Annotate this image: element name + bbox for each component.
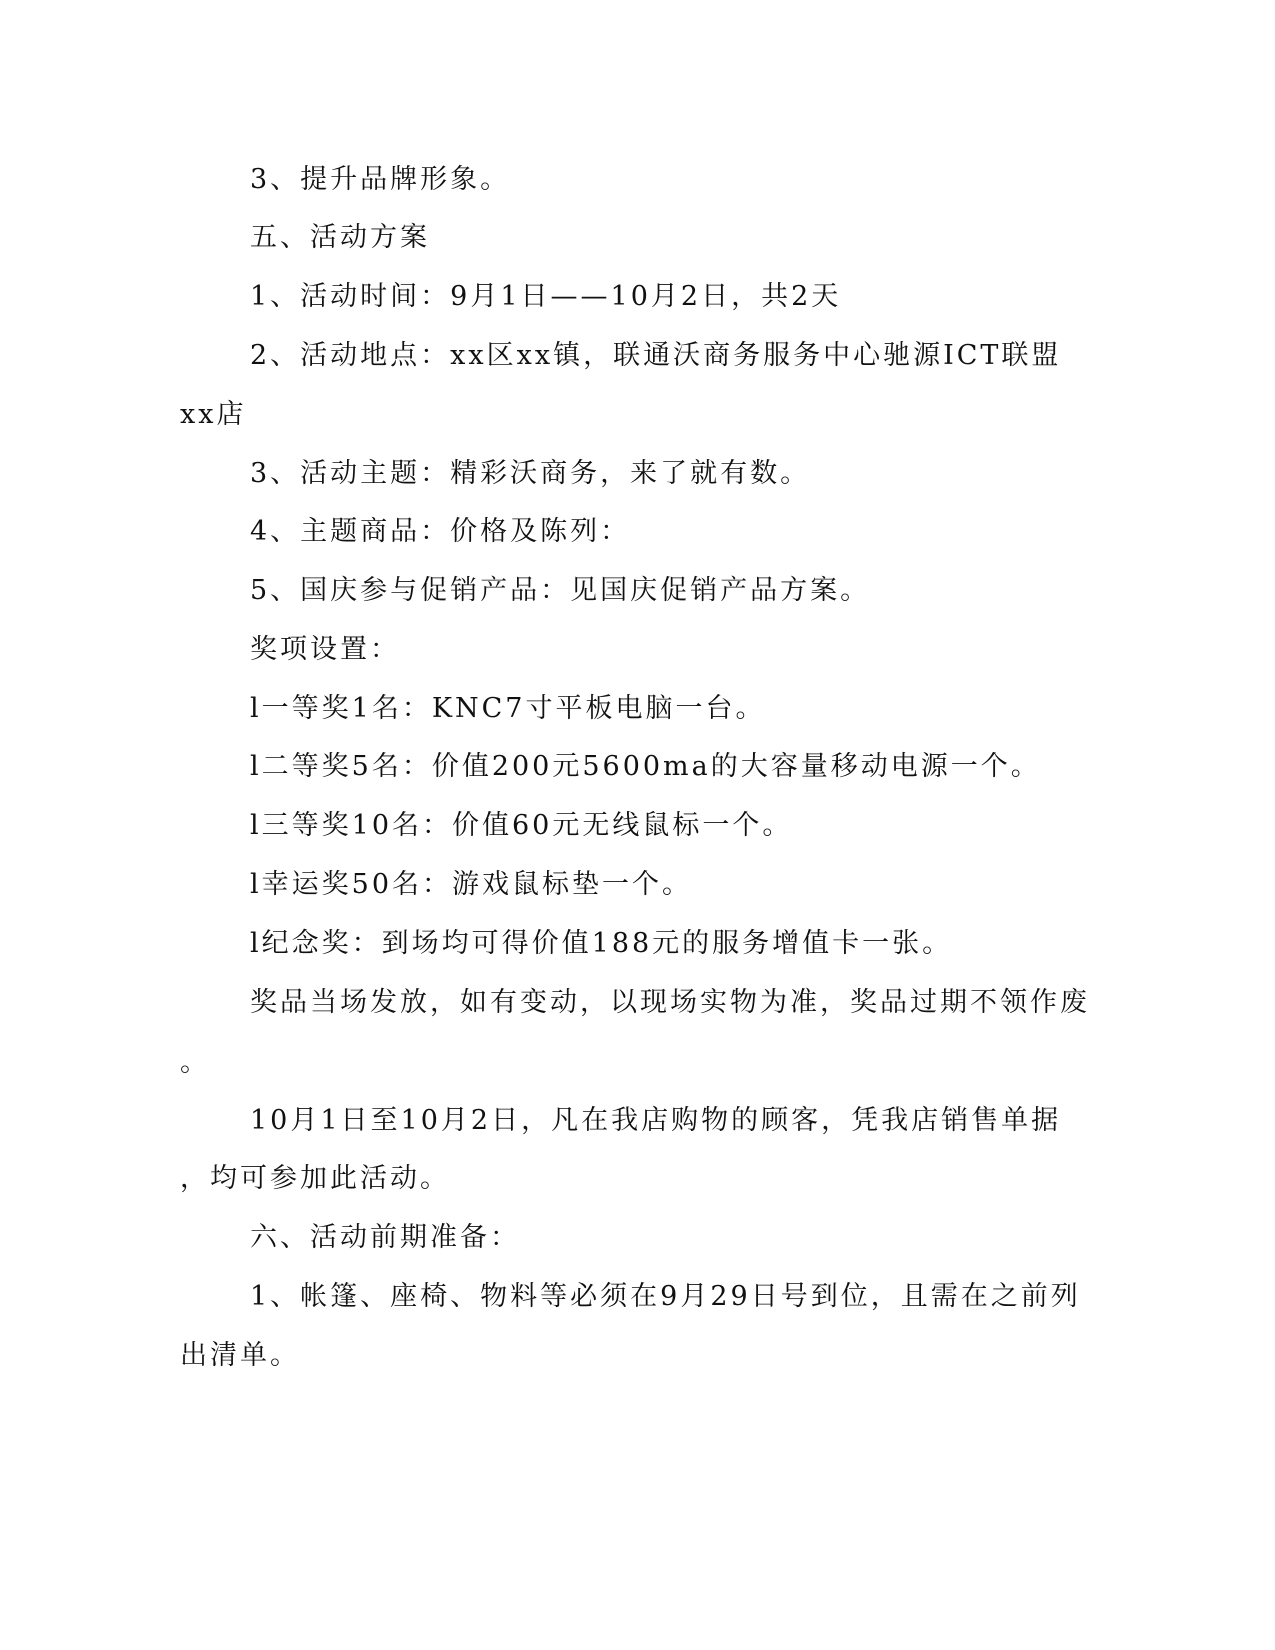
prize-item: l幸运奖50名：游戏鼠标垫一个。	[250, 869, 692, 900]
text-line: 2、活动地点：xx区xx镇，联通沃商务服务中心驰源ICT联盟	[250, 340, 1062, 371]
prize-item: l二等奖5名：价值200元5600ma的大容量移动电源一个。	[250, 751, 1041, 782]
text-line: 3、提升品牌形象。	[250, 164, 511, 195]
section-heading: 五、活动方案	[250, 222, 430, 253]
prize-item: l纪念奖：到场均可得价值188元的服务增值卡一张。	[250, 928, 953, 959]
text-line: xx店	[180, 399, 247, 430]
text-line: 奖项设置：	[250, 634, 400, 665]
section-heading: 六、活动前期准备：	[250, 1222, 520, 1253]
text-line: 4、主题商品：价格及陈列：	[250, 516, 631, 547]
text-line: 1、帐篷、座椅、物料等必须在9月29日号到位，且需在之前列	[250, 1281, 1081, 1312]
prize-item: l三等奖10名：价值60元无线鼠标一个。	[250, 810, 793, 841]
text-line: 10月1日至10月2日，凡在我店购物的顾客，凭我店销售单据	[250, 1105, 1062, 1136]
text-line: ，均可参加此活动。	[180, 1163, 450, 1194]
text-line: 1、活动时间：9月1日——10月2日，共2天	[250, 281, 842, 312]
text-line: 3、活动主题：精彩沃商务，来了就有数。	[250, 458, 811, 489]
text-line: 。	[180, 1047, 210, 1078]
text-line: 奖品当场发放，如有变动，以现场实物为准，奖品过期不领作废	[250, 987, 1090, 1018]
text-line: 出清单。	[180, 1340, 300, 1371]
prize-item: l一等奖1名：KNC7寸平板电脑一台。	[250, 693, 766, 724]
text-line: 5、国庆参与促销产品：见国庆促销产品方案。	[250, 575, 871, 606]
